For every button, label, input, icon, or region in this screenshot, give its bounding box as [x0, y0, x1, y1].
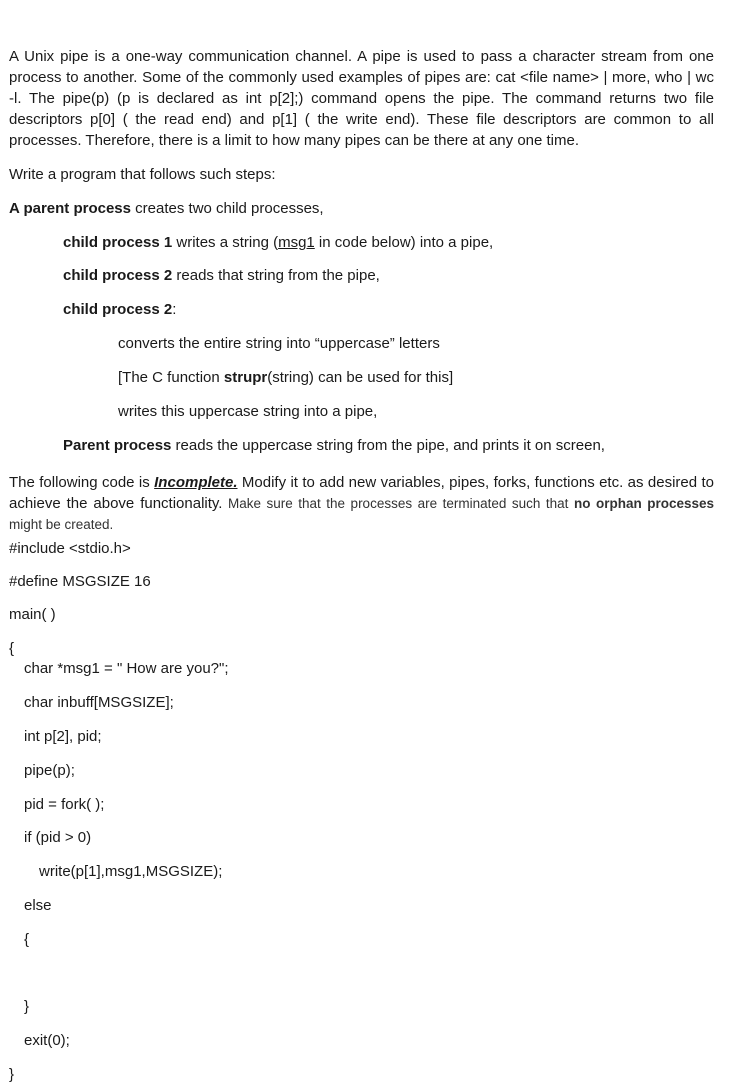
incomplete-label: Incomplete.: [154, 474, 238, 491]
code-line-open-brace: {: [9, 640, 15, 657]
child2-label: child process 2: [63, 267, 173, 284]
step-parent-creates: [9, 198, 714, 219]
step-parent-reads: [63, 435, 723, 456]
code-line-main: main( ): [9, 606, 56, 623]
step-child1: [63, 232, 723, 253]
instruction-line: Write a program that follows such steps:: [9, 166, 276, 183]
code-line-pipe: pipe(p);: [24, 762, 75, 779]
task-note: Make sure that the processes are terminated such that: [222, 496, 574, 511]
substep-write: writes this uppercase string into a pipe,: [118, 403, 378, 420]
code-line-exit: exit(0);: [24, 1032, 70, 1049]
intro-paragraph: A Unix pipe is a one-way communication channel. A pipe is used to pass a character stream from one process to another. Some of the commonly used examples of pipes are: cat <file name> | more, who | wc -l. The pipe(p) (p is declared as int p[2];) command opens the pipe. The command returns two file descriptors p[0] ( the read end) and p[1] ( the write end). These file descriptors are common to all processes. Therefore, there is a limit to how many pipes can be there at any one time.: [9, 48, 714, 149]
code-line-include: #include <stdio.h>: [9, 540, 131, 557]
strupr-pre: [The C function: [118, 369, 224, 386]
task-pre: The following code is: [9, 474, 155, 491]
no-orphan-label: no orphan processes: [573, 496, 714, 511]
code-line-msg1: char *msg1 = " How are you?";: [24, 660, 229, 677]
child1-text-end: in code below) into a pipe,: [314, 234, 494, 251]
parent-reads-text: reads the uppercase string from the pipe, and prints it on screen,: [171, 437, 605, 454]
code-line-ints: int p[2], pid;: [24, 728, 102, 745]
child1-text: writes a string (: [172, 234, 279, 251]
code-line-if: if (pid > 0): [24, 829, 92, 846]
substep-convert: converts the entire string into “uppercase” letters: [118, 335, 440, 352]
child2-text: reads that string from the pipe,: [172, 267, 380, 284]
task-note-end: might be created.: [9, 517, 114, 532]
parent-process-label: Parent process: [63, 437, 172, 454]
msg1-ref: msg1: [278, 234, 315, 251]
code-line-write: write(p[1],msg1,MSGSIZE);: [39, 863, 223, 880]
child2b-label: child process 2: [63, 301, 173, 318]
parent-label: A parent process: [9, 200, 131, 217]
strupr-name: strupr: [223, 369, 268, 386]
task-mid: Modify it to add new variables, pipes, forks, functions etc. as desired to achieve the above functionality.: [9, 474, 714, 512]
task-paragraph: [9, 472, 714, 535]
parent-text: creates two child processes,: [131, 200, 324, 217]
child1-label: child process 1: [63, 234, 173, 251]
code-line-fork: pid = fork( );: [24, 796, 105, 813]
code-line-close-brace: }: [9, 1066, 15, 1083]
code-line-define: #define MSGSIZE 16: [9, 573, 151, 590]
code-line-else-open: {: [24, 931, 30, 948]
strupr-post: (string) can be used for this]: [267, 369, 454, 386]
child2b-colon: :: [172, 301, 177, 318]
substep-strupr: [118, 367, 738, 388]
code-line-inbuff: char inbuff[MSGSIZE];: [24, 694, 174, 711]
code-line-else: else: [24, 897, 52, 914]
code-line-else-close: }: [24, 998, 30, 1015]
step-child2-header: [63, 299, 723, 320]
step-child2-read: [63, 265, 723, 286]
